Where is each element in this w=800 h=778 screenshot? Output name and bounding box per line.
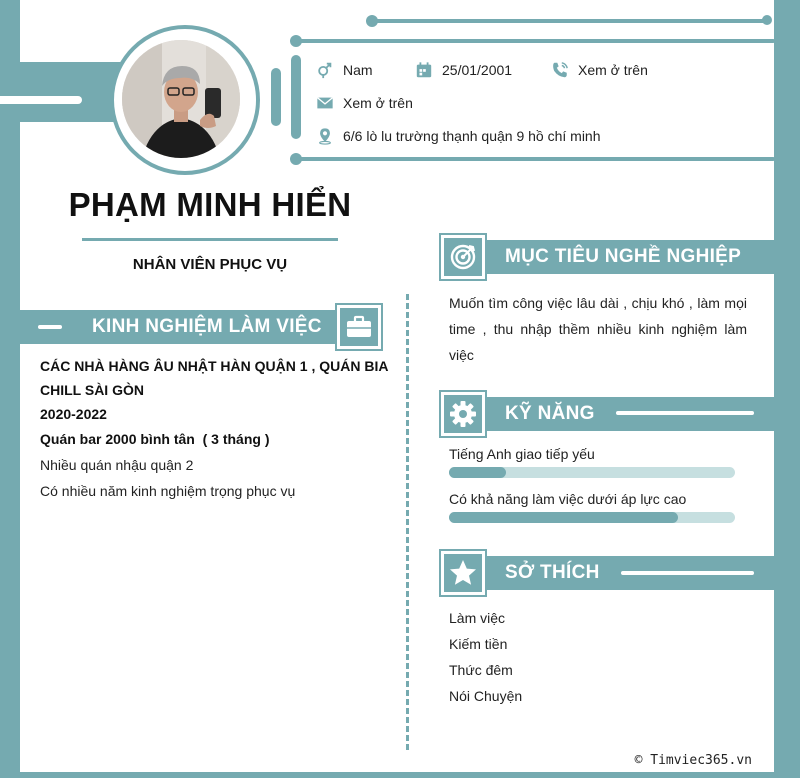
hobby-item-4: Nói Chuyện [449,688,523,704]
experience-line-5: Nhiều quán nhậu quận 2 [40,457,194,473]
copyright-text: © Timviec365.vn [634,753,752,768]
column-divider [406,294,409,750]
experience-line-4: Quán bar 2000 bình tân ( 3 tháng ) [40,431,270,447]
skills-header-accent [616,411,754,415]
header-line-top-dot-right [762,15,772,25]
hobbies-title: SỞ THÍCH [505,562,600,583]
header-line-lower-dot [290,153,302,165]
hobby-item-2: Kiếm tiền [449,636,508,652]
gear-icon [448,399,478,429]
job-title: NHÂN VIÊN PHỤC VỤ [132,256,288,273]
avatar [122,40,240,158]
star-icon [448,558,478,588]
skills-icon-box [441,392,485,436]
header-line-lower [296,157,775,161]
skills-title: KỸ NĂNG [505,403,595,424]
skill-2-track [449,512,735,523]
briefcase-icon [344,312,374,342]
envelope-icon [315,93,335,113]
avatar-photo [122,40,240,158]
experience-title: KINH NGHIỆM LÀM VIỆC [92,316,322,337]
frame-bottom-border [0,772,800,778]
skill-1-fill [449,467,506,478]
header-line-upper [296,39,775,43]
header-band-accent [0,96,82,104]
experience-line-3: 2020-2022 [40,406,107,422]
target-icon [448,242,478,272]
objective-icon-box [441,235,485,279]
full-name: PHẠM MINH HIỂN [68,186,352,223]
hobbies-icon-box [441,551,485,595]
skill-1-track [449,467,735,478]
email-value: Xem ở trên [343,95,413,111]
gender-value: Nam [343,62,373,78]
experience-line-1: CÁC NHÀ HÀNG ÂU NHẬT HÀN QUẬN 1 , QUÁN BIA [40,358,389,374]
header-bar-short [271,68,281,126]
hobby-item-3: Thức đêm [449,662,513,678]
calendar-icon [414,60,434,80]
objective-title: MỤC TIÊU NGHỀ NGHIỆP [505,246,742,267]
hobby-item-1: Làm việc [449,610,506,626]
experience-line-2: CHILL SÀI GÒN [40,382,144,398]
header-bar-long [291,55,301,139]
skill-1-label: Tiếng Anh giao tiếp yếu [449,446,595,462]
header-line-top [372,19,766,23]
phone-value: Xem ở trên [578,62,648,78]
experience-header-accent [38,325,62,329]
experience-icon-box [337,305,381,349]
contact-gender [315,60,373,80]
header-line-top-dot-left [366,15,378,27]
frame-right-border [774,0,800,778]
phone-icon [550,60,570,80]
address-value: 6/6 lò lu trường thạnh quận 9 hồ chí minh [343,128,601,144]
experience-line-6: Có nhiều năm kinh nghiệm trọng phục vụ [40,483,296,499]
name-underline [82,238,338,241]
skill-2-label: Có khả năng làm việc dưới áp lực cao [449,491,687,507]
birthday-value: 25/01/2001 [442,62,513,78]
map-pin-icon [315,126,335,146]
contact-email [315,93,413,113]
skill-2-fill [449,512,678,523]
contact-phone [550,60,648,80]
contact-birthday [414,60,512,80]
hobbies-header-accent [621,571,754,575]
contact-address [315,126,601,146]
objective-text: Muốn tìm công việc lâu dài , chịu khó , làm mọi time , thu nhập thềm nhiều kinh nghiệm làm việc [449,295,747,363]
gender-icon [315,60,335,80]
header-line-upper-dot [290,35,302,47]
